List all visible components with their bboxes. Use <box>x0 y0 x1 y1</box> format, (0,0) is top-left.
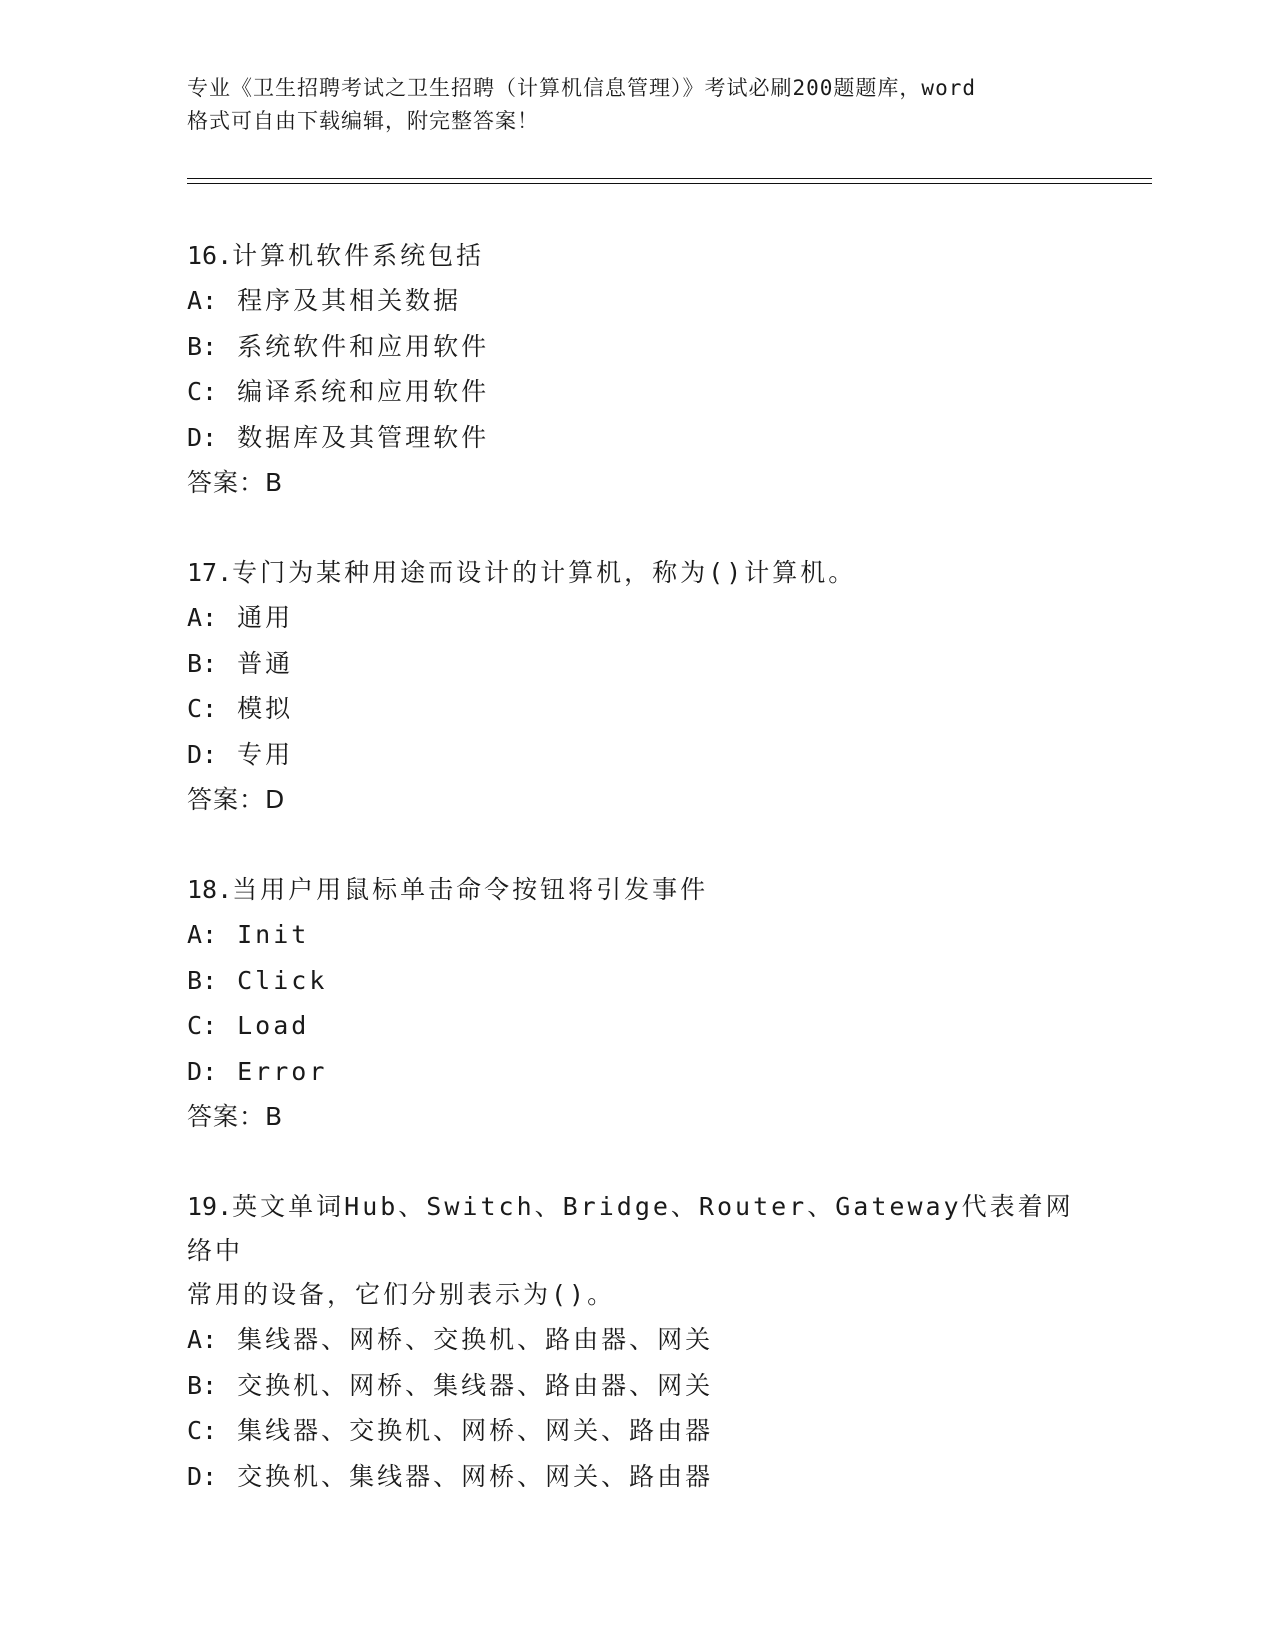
answer-line: 答案：B <box>187 1102 284 1131</box>
option-a <box>187 1317 1087 1363</box>
option-text: Init <box>237 920 310 949</box>
question-text: 当用户用鼠标单击命令按钮将引发事件 <box>232 875 709 904</box>
question-19 <box>187 1185 1087 1499</box>
option-text: 程序及其相关数据 <box>237 286 462 315</box>
answer-line: 答案：D <box>187 785 286 814</box>
question-number: 17. <box>187 558 233 587</box>
question-stem <box>187 868 1087 912</box>
question-text-line-2: 常用的设备，它们分别表示为()。 <box>187 1280 616 1309</box>
option-d <box>187 732 1087 778</box>
question-text: 计算机软件系统包括 <box>232 241 485 270</box>
option-letter: A: <box>187 286 218 315</box>
option-text: 专用 <box>237 739 294 769</box>
option-text: Error <box>237 1056 328 1086</box>
question-text-line-1: 英文单词Hub、Switch、Bridge、Router、Gateway代表着网络中 <box>187 1192 1074 1265</box>
option-letter: D: <box>187 739 218 769</box>
option-letter: C: <box>187 694 218 723</box>
question-list <box>187 234 1087 1545</box>
option-text: 交换机、集线器、网桥、网关、路由器 <box>237 1461 714 1491</box>
option-letter: A: <box>187 1325 218 1354</box>
option-b <box>187 641 1087 687</box>
option-letter: C: <box>187 377 218 406</box>
option-d <box>187 1454 1087 1500</box>
question-text: 专门为某种用途而设计的计算机，称为()计算机。 <box>232 558 857 587</box>
option-c <box>187 1408 1087 1454</box>
option-a <box>187 595 1087 641</box>
question-16 <box>187 234 1087 505</box>
document-header <box>187 72 1087 138</box>
header-divider-top <box>187 178 1152 179</box>
answer-line: 答案：B <box>187 468 284 497</box>
option-text: 系统软件和应用软件 <box>237 331 490 361</box>
option-b <box>187 324 1087 370</box>
option-letter: C: <box>187 1416 218 1445</box>
option-text: 数据库及其管理软件 <box>237 422 490 452</box>
question-number: 19. <box>187 1192 233 1221</box>
option-letter: D: <box>187 422 218 452</box>
option-letter: A: <box>187 920 218 949</box>
option-text: 通用 <box>237 603 294 632</box>
option-letter: A: <box>187 603 218 632</box>
option-text: 普通 <box>237 648 294 678</box>
option-d <box>187 1049 1087 1095</box>
option-letter: B: <box>187 331 218 361</box>
option-text: 模拟 <box>237 694 294 723</box>
option-text: 交换机、网桥、集线器、路由器、网关 <box>237 1370 714 1400</box>
question-17 <box>187 551 1087 822</box>
option-letter: D: <box>187 1056 218 1086</box>
option-letter: B: <box>187 965 218 995</box>
question-18 <box>187 868 1087 1139</box>
option-letter: D: <box>187 1461 218 1491</box>
option-text: 编译系统和应用软件 <box>237 377 490 406</box>
option-text: 集线器、交换机、网桥、网关、路由器 <box>237 1416 714 1445</box>
question-number: 16. <box>187 241 233 270</box>
question-stem <box>187 551 1087 595</box>
option-c <box>187 369 1087 415</box>
option-text: Load <box>237 1011 310 1040</box>
header-line-2: 格式可自由下载编辑，附完整答案！ <box>187 109 539 133</box>
option-b <box>187 958 1087 1004</box>
header-divider-bottom <box>187 183 1152 184</box>
option-b <box>187 1363 1087 1409</box>
option-text: 集线器、网桥、交换机、路由器、网关 <box>237 1325 714 1354</box>
option-a <box>187 912 1087 958</box>
option-c <box>187 686 1087 732</box>
question-number: 18. <box>187 875 233 904</box>
question-stem <box>187 234 1087 278</box>
option-c <box>187 1003 1087 1049</box>
option-d <box>187 415 1087 461</box>
question-stem <box>187 1185 1087 1273</box>
option-letter: C: <box>187 1011 218 1040</box>
option-text: Click <box>237 965 328 995</box>
option-letter: B: <box>187 648 218 678</box>
option-a <box>187 278 1087 324</box>
option-letter: B: <box>187 1370 218 1400</box>
header-line-1: 专业《卫生招聘考试之卫生招聘（计算机信息管理）》考试必刷200题题库，word <box>187 76 976 100</box>
